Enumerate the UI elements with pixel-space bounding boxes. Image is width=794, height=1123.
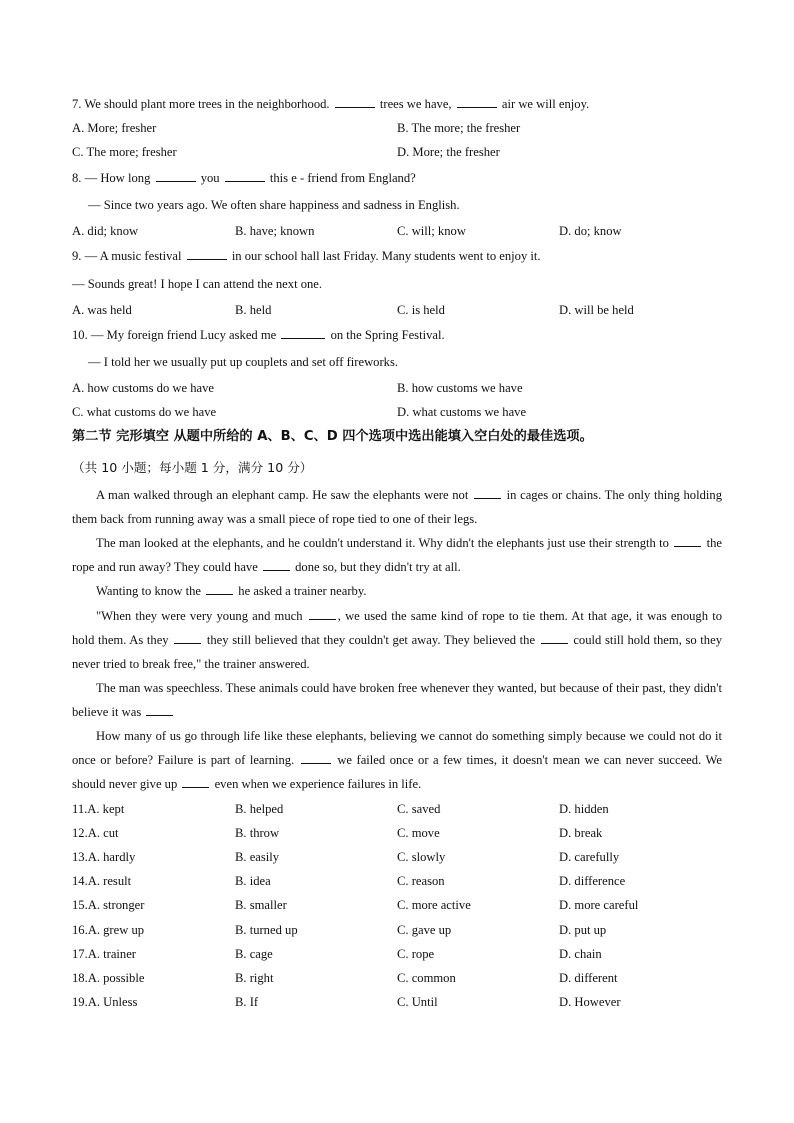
cloze-blank-13: [263, 558, 290, 571]
cloze-17-option-d: D. chain: [559, 947, 602, 961]
cloze-16-option-c: C. gave up: [397, 923, 452, 937]
cloze-12-option-b: B. throw: [235, 826, 280, 840]
q9-stem: [72, 247, 541, 265]
cloze-15-option-c: C. more active: [397, 898, 471, 912]
cloze-14-option-c: C. reason: [397, 874, 445, 888]
cloze-13-option-a: 13.A. hardly: [72, 850, 136, 864]
cloze-blank-14: [206, 582, 233, 595]
q9-reply: — Sounds great! I hope I can attend the next one.: [72, 277, 323, 291]
q8-stem-part-b: you: [200, 171, 220, 185]
cloze-15-option-d: D. more careful: [559, 898, 639, 912]
cloze-14-option-a: 14.A. result: [72, 874, 132, 888]
q8-stem-part-a: 8. — How long: [72, 171, 151, 185]
q10-option-c: C. what customs do we have: [72, 405, 217, 419]
passage-text: , we used the same kind of rope to tie them. At that age, it was enough to hold them. As they: [72, 609, 722, 648]
cloze-17-option-c: C. rope: [397, 947, 435, 961]
cloze-19-option-a: 19.A. Unless: [72, 995, 138, 1009]
answer-blank: [335, 95, 375, 108]
answer-blank: [156, 169, 196, 182]
cloze-13-option-c: C. slowly: [397, 850, 446, 864]
q9-stem-part-a: 9. — A music festival: [72, 249, 182, 263]
cloze-16-option-b: B. turned up: [235, 923, 298, 937]
passage-paragraph-4: [72, 604, 722, 677]
passage-text: he asked a trainer nearby.: [238, 584, 367, 598]
q7-option-c: C. The more; fresher: [72, 145, 177, 159]
q10-option-d: D. what customs we have: [397, 405, 527, 419]
passage-paragraph-6: [72, 724, 722, 797]
passage-paragraph-3: [72, 579, 722, 603]
q9-option-a: A. was held: [72, 303, 132, 317]
passage-text: could still hold them, so they never tried to break free," the trainer answered.: [72, 633, 722, 672]
cloze-blank-12: [674, 534, 701, 547]
q10-reply: — I told her we usually put up couplets and set off fireworks.: [88, 355, 398, 369]
passage-text: even when we experience failures in life.: [214, 777, 422, 792]
cloze-17-option-b: B. cage: [235, 947, 273, 961]
cloze-16-option-d: D. put up: [559, 923, 607, 937]
cloze-11-option-d: D. hidden: [559, 802, 609, 816]
passage-text: Wanting to know the: [96, 584, 201, 598]
q7-stem: [72, 95, 589, 113]
passage-paragraph-1: [72, 483, 722, 531]
q7-stem-part-a: 7. We should plant more trees in the neighborhood.: [72, 97, 330, 111]
q8-option-d: D. do; know: [559, 224, 622, 238]
cloze-11-option-c: C. saved: [397, 802, 441, 816]
cloze-12-option-a: 12.A. cut: [72, 826, 119, 840]
cloze-18-option-b: B. right: [235, 971, 274, 985]
q7-option-d: D. More; the fresher: [397, 145, 500, 159]
passage-text: done so, but they didn't try at all.: [295, 560, 461, 575]
passage-text: the rope and run away? They could have: [72, 536, 723, 575]
q9-stem-part-b: in our school hall last Friday. Many students went to enjoy it.: [231, 249, 541, 263]
q9-option-c: C. is held: [397, 303, 445, 317]
cloze-19-option-b: B. If: [235, 995, 259, 1009]
cloze-11-option-b: B. helped: [235, 802, 284, 816]
cloze-15-option-b: B. smaller: [235, 898, 287, 912]
q8-option-c: C. will; know: [397, 224, 466, 238]
passage-text: we failed once or a few times, it doesn't mean we can never succeed. We should never give up: [72, 753, 722, 792]
cloze-13-option-d: D. carefully: [559, 850, 620, 864]
q10-option-b: B. how customs we have: [397, 381, 523, 395]
answer-blank: [187, 247, 227, 260]
cloze-18-option-a: 18.A. possible: [72, 971, 145, 985]
q8-option-b: B. have; known: [235, 224, 315, 238]
q10-stem-part-b: on the Spring Festival.: [330, 328, 445, 342]
q8-reply: — Since two years ago. We often share happiness and sadness in English.: [88, 198, 460, 212]
cloze-12-option-d: D. break: [559, 826, 603, 840]
q9-option-b: B. held: [235, 303, 272, 317]
cloze-blank-18: [146, 703, 173, 716]
cloze-19-option-d: D. However: [559, 995, 621, 1009]
q8-stem-part-c: this e - friend from England?: [269, 171, 416, 185]
answer-blank: [225, 169, 265, 182]
passage-text: The man was speechless. These animals could have broken free whenever they wanted, but because of their past, they didn't believe it was: [72, 681, 722, 720]
cloze-blank-15: [309, 607, 336, 620]
cloze-17-option-a: 17.A. trainer: [72, 947, 136, 961]
answer-blank: [457, 95, 497, 108]
cloze-blank-20: [182, 775, 209, 788]
q9-option-d: D. will be held: [559, 303, 634, 317]
section-note: （共 10 小题；每小题 1 分，满分 10 分）: [72, 460, 313, 475]
cloze-14-option-b: B. idea: [235, 874, 271, 888]
cloze-19-option-c: C. Until: [397, 995, 438, 1009]
cloze-14-option-d: D. difference: [559, 874, 626, 888]
cloze-blank-11: [474, 486, 501, 499]
passage-paragraph-2: [72, 531, 722, 579]
q10-option-a: A. how customs do we have: [72, 381, 215, 395]
passage-text: "When they were very young and much: [96, 609, 303, 623]
cloze-18-option-d: D. different: [559, 971, 618, 985]
q8-option-a: A. did; know: [72, 224, 139, 238]
q7-stem-part-b: trees we have,: [379, 97, 452, 111]
passage-paragraph-5: [72, 676, 722, 724]
answer-blank: [281, 326, 325, 339]
q10-stem: [72, 326, 445, 344]
cloze-blank-17: [541, 631, 568, 644]
passage-text: A man walked through an elephant camp. He saw the elephants were not: [96, 488, 469, 502]
cloze-blank-16: [174, 631, 201, 644]
q7-option-a: A. More; fresher: [72, 121, 157, 135]
cloze-blank-19: [301, 751, 331, 764]
cloze-16-option-a: 16.A. grew up: [72, 923, 145, 937]
passage-text: The man looked at the elephants, and he couldn't understand it. Why didn't the elephants just use their strength to: [96, 536, 669, 550]
cloze-18-option-c: C. common: [397, 971, 456, 985]
cloze-15-option-a: 15.A. stronger: [72, 898, 145, 912]
q8-stem: [72, 169, 416, 187]
cloze-13-option-b: B. easily: [235, 850, 280, 864]
q10-stem-part-a: 10. — My foreign friend Lucy asked me: [72, 328, 277, 342]
q7-option-b: B. The more; the fresher: [397, 121, 521, 135]
passage-text: in cages or chains. The only thing holding them back from running away was a small piece of rope tied to one of their legs.: [72, 488, 722, 527]
passage-text: they still believed that they couldn't get away. They believed the: [206, 633, 536, 648]
cloze-11-option-a: 11.A. kept: [72, 802, 125, 816]
q7-stem-part-c: air we will enjoy.: [501, 97, 590, 111]
cloze-12-option-c: C. move: [397, 826, 440, 840]
passage-text: How many of us go through life like these elephants, believing we cannot do something simply because we could not do it once or before? Failure is part of learning.: [72, 729, 722, 768]
section-title: 第二节 完形填空 从题中所给的 A、B、C、D 四个选项中选出能填入空白处的最佳选项。: [72, 429, 593, 444]
